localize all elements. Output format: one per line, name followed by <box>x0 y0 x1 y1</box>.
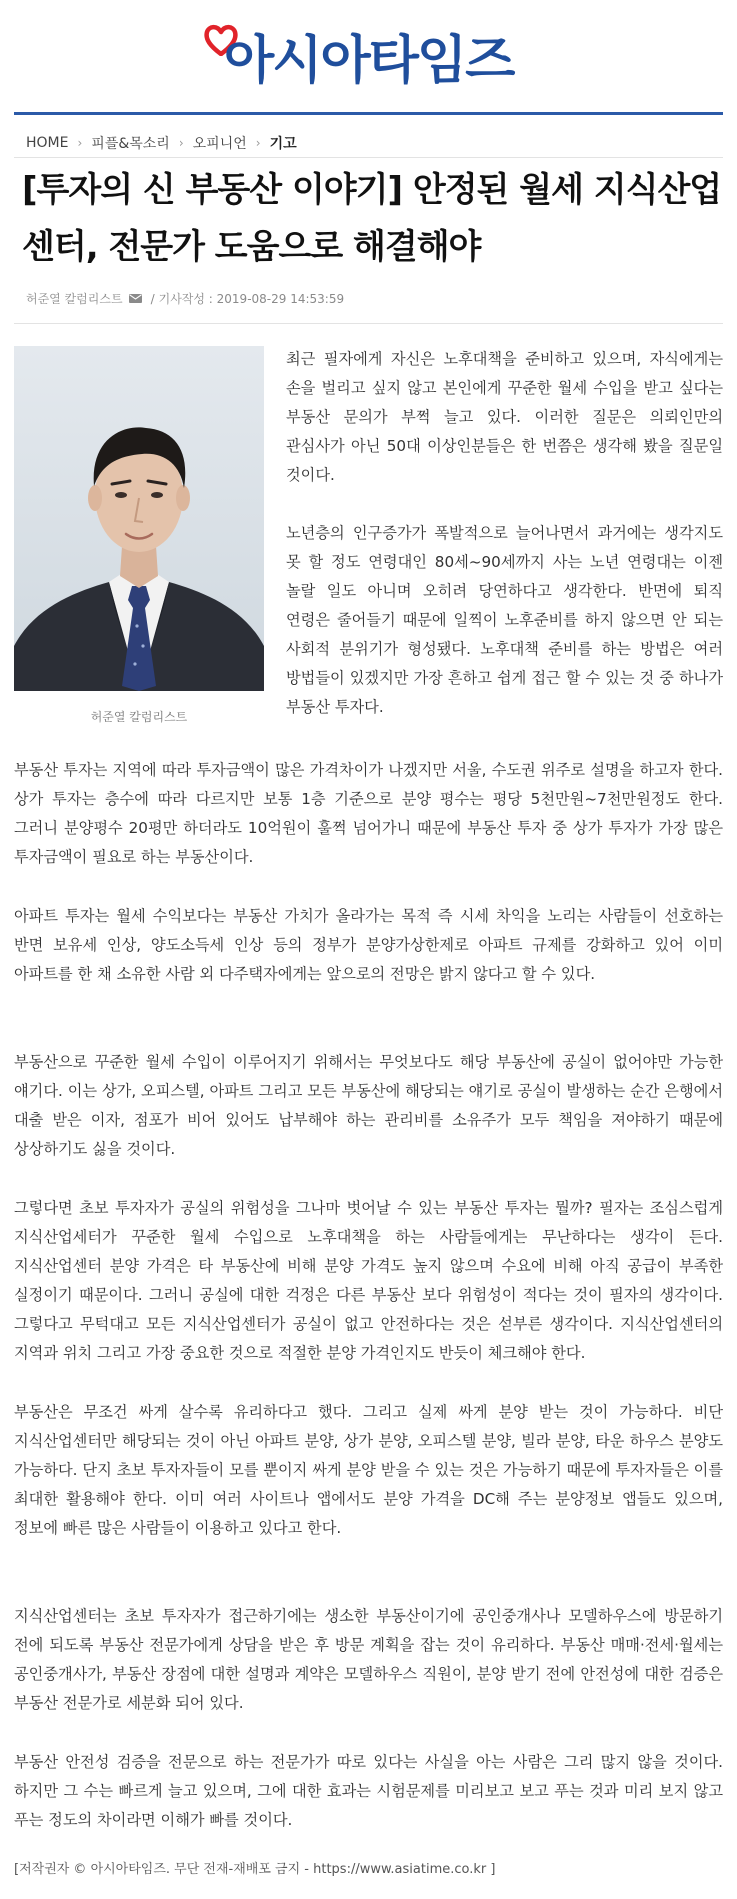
divider <box>14 323 723 324</box>
author-photo <box>14 346 264 691</box>
chevron-right-icon: › <box>255 136 261 150</box>
breadcrumb-opinion[interactable]: 오피니언 <box>192 136 247 152</box>
article-paragraph: 지식산업센터는 초보 투자자가 접근하기에는 생소한 부동산이기에 공인중개사나 모델하우스에 방문하기 전에 되도록 부동산 전문가에게 상담을 받은 후 방문 계획을 잡는 것이 유리하다. 부동산 매매·전세·월세는 공인중개사가, 부동산 장점에 대한 설명과 계약은 모델하우스 직원이, 분양 받기 전에 안전성에 대한 검증은 부동산 전문가로 세분화 되어 있다. <box>14 1607 723 1712</box>
article-paragraph: 부동산 안전성 검증을 전문으로 하는 전문가가 따로 있다는 사실을 아는 사람은 그리 많지 않을 것이다. 하지만 그 수는 빠르게 늘고 있으며, 그에 대한 효과는 시험문제를 미리보고 보고 푸는 것과 미리 보지 않고 푸는 정도의 차이라면 이해가 빠를 것이다. <box>14 1753 723 1829</box>
photo-caption: 허준열 칼럼리스트 <box>90 710 188 724</box>
breadcrumb <box>26 133 297 153</box>
published-date: 기사작성 : 2019-08-29 14:53:59 <box>158 292 345 306</box>
breadcrumb-contribution[interactable]: 기고 <box>269 136 297 152</box>
header-rule <box>14 112 723 115</box>
article-title: [투자의 신 부동산 이야기] 안정된 월세 지식산업센터, 전문가 도움으로 해결해야 <box>22 170 722 267</box>
article-byline <box>26 290 344 307</box>
copyright-notice: [저작권자 © 아시아타임즈. 무단 전재-재배포 금지 - https://www.asiatime.co.kr ] <box>14 1862 496 1877</box>
site-logo[interactable] <box>200 20 540 100</box>
article-paragraph: 노년층의 인구증가가 폭발적으로 늘어나면서 과거에는 생각지도 못 할 정도 연령대인 80세~90세까지 사는 노년 연령대는 이젠 놀랄 일도 아니며 오히려 당연하다고 생각한다. 반면에 퇴직 연령은 줄어들기 때문에 일찍이 노후준비를 하지 않으면 안 되는 사회적 분위기가 형성됐다. 노후대책 준비를 하는 방법은 여러 방법들이 있겠지만 가장 흔하고 쉽게 접근 할 수 있는 것 중 하나가 부동산 투자다. <box>286 524 723 716</box>
divider <box>14 157 723 158</box>
mail-icon[interactable] <box>129 294 142 303</box>
portrait-illustration <box>14 346 264 691</box>
article-paragraph: 아파트 투자는 월세 수익보다는 부동산 가치가 올라가는 목적 즉 시세 차익을 노리는 사람들이 선호하는 반면 보유세 인상, 양도소득세 인상 등의 정부가 분양가상한제로 아파트 규제를 강화하고 있어 이미 아파트를 한 채 소유한 사람 외 다주택자에게는 앞으로의 전망은 밝지 않다고 할 수 있다. <box>14 907 723 983</box>
article-paragraph: 부동산 투자는 지역에 따라 투자금액이 많은 가격차이가 나겠지만 서울, 수도권 위주로 설명을 하고자 한다. 상가 투자는 층수에 따라 다르지만 보통 1층 기준으로 분양 평수는 평당 5천만원~7천만원정도 한다. 그러니 분양평수 20평만 하더라도 10억원이 훌쩍 넘어가니 때문에 부동산 투자 중 상가 투자가 가장 많은 투자금액이 필요로 하는 부동산이다. <box>14 761 723 866</box>
logo-text: 아시아타임즈 <box>224 31 514 91</box>
article-paragraph: 그렇다면 초보 투자자가 공실의 위험성을 그나마 벗어날 수 있는 부동산 투자는 뭘까? 필자는 조심스럽게 지식산업세터가 꾸준한 월세 수입으로 노후대책을 하는 사람들에게는 무난하다는 생각이 든다. 지식산업센터 분양 가격은 타 부동산에 비해 분양 가격도 높지 않으며 수요에 비해 아직 공급이 부족한 실정이기 때문이다. 그러니 공실에 대한 걱정은 다른 부동산 보다 위험성이 적다는 것이 필자의 생각이다. 그렇다고 무턱대고 모든 지식산업센터가 공실이 없고 안전하다는 것은 섣부른 생각이다. 지식산업센터의 지역과 위치 그리고 가장 중요한 것으로 적절한 분양 가격인지도 반듯이 체크해야 한다. <box>14 1199 723 1362</box>
article-paragraph: 부동산으로 꾸준한 월세 수입이 이루어지기 위해서는 무엇보다도 해당 부동산에 공실이 없어야만 가능한 얘기다. 이는 상가, 오피스텔, 아파트 그리고 모든 부동산에 해당되는 얘기로 공실이 발생하는 순간 은행에서 대출 받은 이자, 점포가 비어 있어도 납부해야 하는 관리비를 소유주가 모두 책임을 져야하기 때문에 상상하기도 싫을 것이다. <box>14 1053 723 1158</box>
breadcrumb-home[interactable]: HOME <box>26 135 69 151</box>
breadcrumb-people-voice[interactable]: 피플&목소리 <box>91 136 170 152</box>
chevron-right-icon: › <box>178 136 184 150</box>
article-paragraph: 부동산은 무조건 싸게 살수록 유리하다고 했다. 그리고 실제 싸게 분양 받는 것이 가능하다. 비단 지식산업센터만 해당되는 것이 아닌 아파트 분양, 상가 분양, 오피스텔 분양, 빌라 분양, 타운 하우스 분양도 가능하다. 단지 초보 투자자들이 모를 뿐이지 싸게 분양 받을 수 있는 것은 가능하기 때문에 투자자들은 이를 최대한 활용해야 한다. 이미 여러 사이트나 앱에서도 분양 가격을 DC해 주는 분양정보 앱들도 있으며, 정보에 빠른 많은 사람들이 이용하고 있다고 한다. <box>14 1403 723 1537</box>
author-name[interactable]: 허준열 칼럼리스트 <box>26 292 123 306</box>
article-paragraph: 최근 필자에게 자신은 노후대책을 준비하고 있으며, 자식에게는 손을 벌리고 싶지 않고 본인에게 꾸준한 월세 수입을 받고 싶다는 부동산 문의가 부쩍 늘고 있다. 이러한 질문은 의뢰인만의 관심사가 아닌 50대 이상인분들은 한 번쯤은 생각해 봤을 질문일 것이다. <box>286 350 723 484</box>
byline-separator: / <box>150 291 155 306</box>
chevron-right-icon: › <box>77 136 83 150</box>
